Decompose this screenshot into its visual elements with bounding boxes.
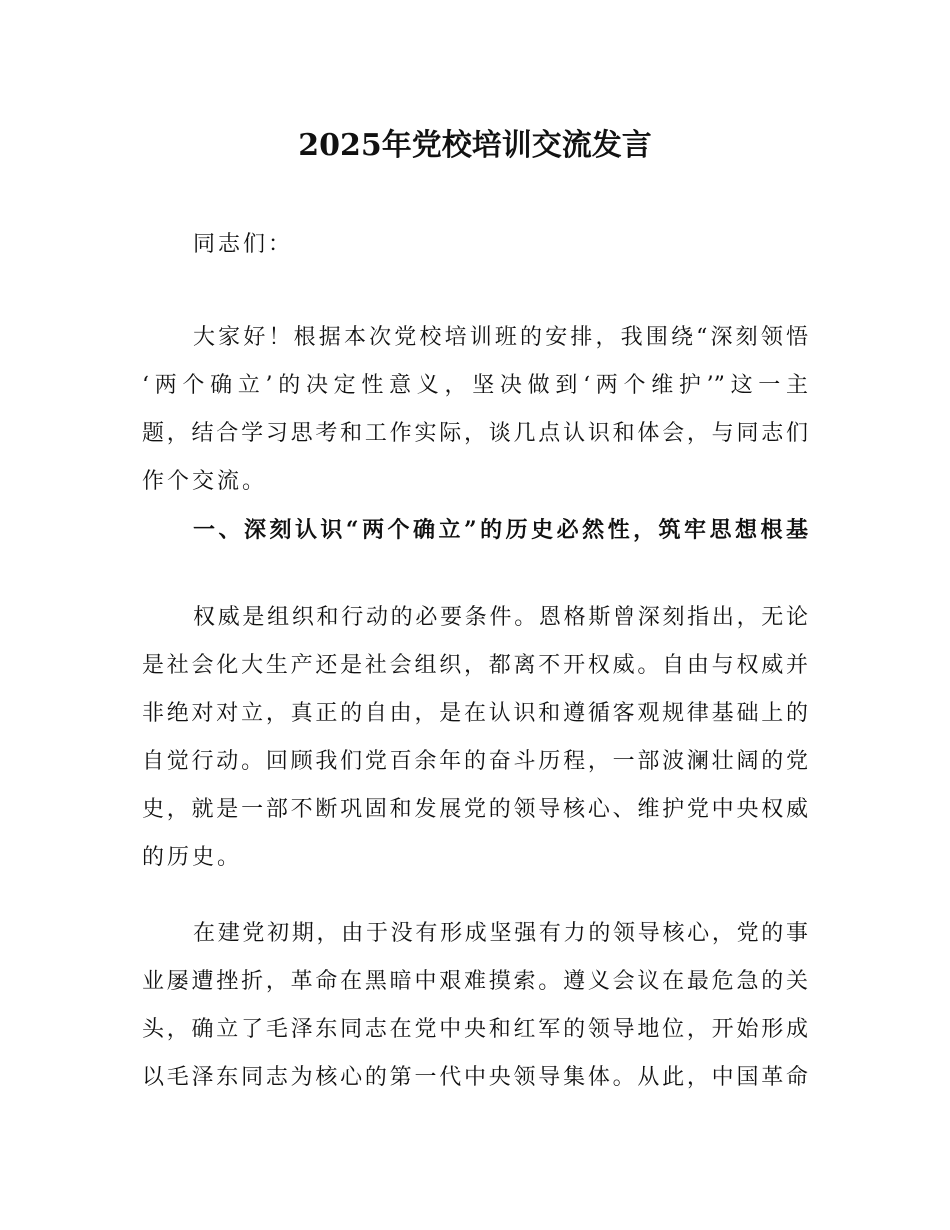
text-line: 权威是组织和行动的必要条件。恩格斯曾深刻指出，无论 <box>193 605 808 630</box>
text-line: 以毛泽东同志为核心的第一代中央领导集体。从此，中国革命 <box>142 1065 808 1090</box>
text-line: 的历史。 <box>142 845 243 870</box>
salutation-text: 同志们： <box>193 232 294 257</box>
text-line: 在建党初期，由于没有形成坚强有力的领导核心，党的事 <box>193 921 808 946</box>
text-line: 自觉行动。回顾我们党百余年的奋斗历程，一部波澜壮阔的党 <box>142 749 808 774</box>
paragraph-history <box>142 910 808 1102</box>
text-line: 业屡遭挫折，革命在黑暗中艰难摸索。遵义会议在最危急的关 <box>142 969 808 994</box>
text-line: 大家好！根据本次党校培训班的安排，我围绕“深刻领悟 <box>193 325 808 350</box>
paragraph-intro <box>142 314 808 506</box>
text-line: 头，确立了毛泽东同志在党中央和红军的领导地位，开始形成 <box>142 1017 808 1042</box>
document-title: 2025年党校培训交流发言 <box>298 128 652 163</box>
text-line: 史，就是一部不断巩固和发展党的领导核心、维护党中央权威 <box>142 797 808 822</box>
text-line: ‘两个确立’的决定性意义，坚决做到‘两个维护’”这一主 <box>142 373 808 398</box>
section-heading-1 <box>142 506 808 554</box>
text-line: 非绝对对立，真正的自由，是在认识和遵循客观规律基础上的 <box>142 701 808 726</box>
heading-text: 一、深刻认识“两个确立”的历史必然性，筑牢思想根基 <box>193 517 808 543</box>
salutation <box>142 221 808 269</box>
text-line: 题，结合学习思考和工作实际，谈几点认识和体会，与同志们 <box>142 421 808 446</box>
text-line: 是社会化大生产还是社会组织，都离不开权威。自由与权威并 <box>142 653 808 678</box>
text-line: 作个交流。 <box>142 469 268 494</box>
paragraph-authority <box>142 594 808 882</box>
